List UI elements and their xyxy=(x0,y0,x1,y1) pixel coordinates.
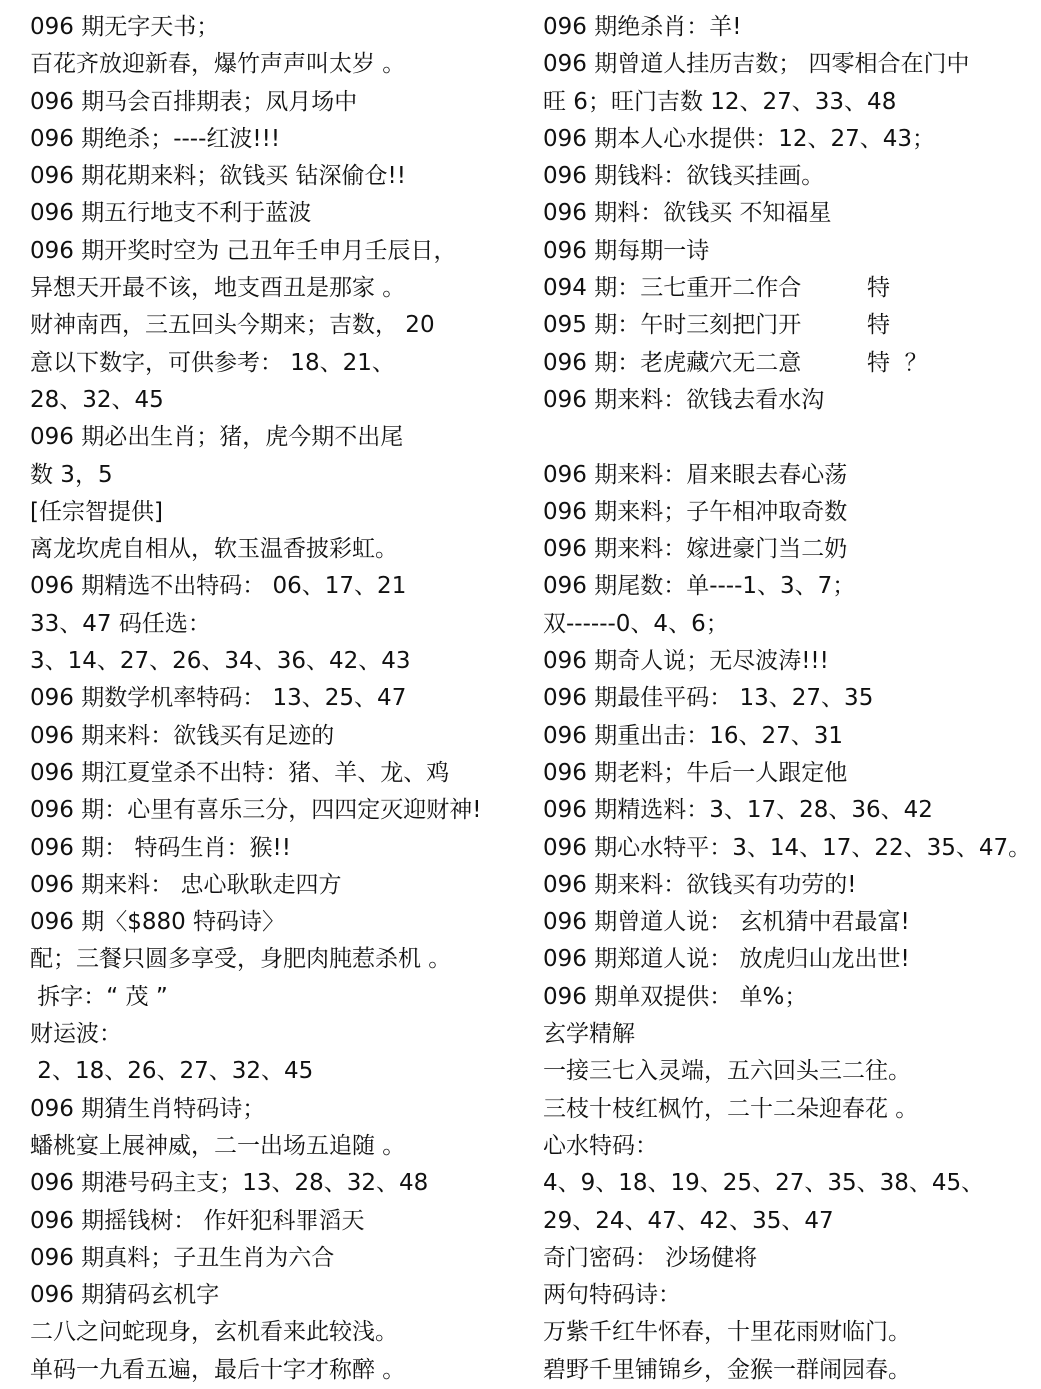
text-line: 096 期精选不出特码： 06、17、21 xyxy=(30,573,407,600)
text-line: 096 期开奖时空为 己丑年壬申月壬辰日， xyxy=(30,237,457,264)
text-line: 096 期猜生肖特码诗； xyxy=(30,1095,266,1122)
text-line: 096 期港号码主支；13、28、32、48 xyxy=(30,1170,429,1197)
text-line: 096 期〈$880 特码诗〉 xyxy=(30,909,286,936)
text-line: 094 期：三七重开二作合 特 xyxy=(543,275,891,302)
text-line: 离龙坎虎自相从，软玉温香披彩虹。 xyxy=(30,536,398,563)
text-line: 096 期郑道人说： 放虎归山龙出世! xyxy=(543,946,910,973)
text-line: 双------0、4、6； xyxy=(543,610,729,637)
text-line: 096 期无字天书； xyxy=(30,14,220,40)
blank-line xyxy=(543,419,1038,456)
text-line: 异想天开最不该，地支酉丑是那家 。 xyxy=(30,275,406,302)
text-line: 096 期真料；子丑生肖为六合 xyxy=(30,1244,335,1271)
text-line: 096 期来料： 忠心耿耿走四方 xyxy=(30,871,342,898)
text-line: 碧野千里铺锦乡，金猴一群闹园春。 xyxy=(543,1356,911,1383)
text-line: 096 期料：欲钱买 不知福星 xyxy=(543,200,832,227)
text-line: 096 期单双提供： 单%； xyxy=(543,983,808,1010)
text-line: 096 期精选料：3、17、28、36、42 xyxy=(543,797,933,824)
text-line: [任宗智提供] xyxy=(30,498,163,525)
text-line: 29、24、47、42、35、47 xyxy=(543,1207,834,1234)
text-line: 096 期五行地支不利于蓝波 xyxy=(30,200,312,227)
text-line: 财运波： xyxy=(30,1021,122,1048)
text-line: 三枝十枝红枫竹，二十二朵迎春花 。 xyxy=(543,1095,919,1122)
text-line: 096 期老料；牛后一人跟定他 xyxy=(543,759,848,786)
text-line: 096 期曾道人挂历吉数； 四零相合在门中 xyxy=(543,51,970,78)
text-line: 096 期来料：嫁进豪门当二奶 xyxy=(543,536,848,563)
text-line: 096 期数学机率特码： 13、25、47 xyxy=(30,685,407,712)
text-line: 3、14、27、26、34、36、42、43 xyxy=(30,648,411,675)
text-line: 万紫千红牛怀春，十里花雨财临门。 xyxy=(543,1319,911,1346)
text-line: 数 3，5 xyxy=(30,461,113,488)
left-column xyxy=(30,9,530,1389)
text-line: 28、32、45 xyxy=(30,386,164,413)
text-line: 096 期：心里有喜乐三分，四四定灭迎财神! xyxy=(30,797,482,824)
text-line: 096 期尾数：单----1、3、7； xyxy=(543,573,856,600)
text-line: 拆字：“ 茂 ” xyxy=(30,983,168,1010)
text-line: 单码一九看五遍，最后十字才称醉 。 xyxy=(30,1356,406,1383)
text-line: 096 期每期一诗 xyxy=(543,237,710,264)
text-line: 心水特码： xyxy=(543,1132,658,1159)
text-line: 096 期重出击：16、27、31 xyxy=(543,722,844,749)
text-line: 玄学精解 xyxy=(543,1021,635,1048)
text-line: 096 期必出生肖；猪，虎今期不出尾 xyxy=(30,424,404,451)
right-column xyxy=(543,9,1038,1389)
text-line: 096 期曾道人说： 玄机猜中君最富! xyxy=(543,909,910,936)
text-line: 096 期江夏堂杀不出特：猪、羊、龙、鸡 xyxy=(30,759,450,786)
text-line: 33、47 码任选： xyxy=(30,610,211,637)
text-line: 百花齐放迎新春，爆竹声声叫太岁 。 xyxy=(30,51,406,78)
text-line: 096 期绝杀；----红波!!! xyxy=(30,125,281,152)
text-line: 096 期心水特平：3、14、17、22、35、47。 xyxy=(543,834,1032,861)
text-line: 096 期钱料：欲钱买挂画。 xyxy=(543,163,825,190)
text-line: 一接三七入灵端，五六回头三二往。 xyxy=(543,1058,911,1085)
text-line: 蟠桃宴上展神威，二一出场五追随 。 xyxy=(30,1132,406,1159)
text-line: 2、18、26、27、32、45 xyxy=(30,1058,314,1085)
text-line: 096 期马会百排期表；凤月场中 xyxy=(30,88,358,115)
text-line: 配；三餐只圆多享受，身肥肉肫惹杀机 。 xyxy=(30,946,452,973)
text-line: 096 期来料：眉来眼去春心荡 xyxy=(543,461,848,488)
text-line: 096 期摇钱树： 作奸犯科罪滔天 xyxy=(30,1207,365,1234)
text-line: 096 期绝杀肖：羊! xyxy=(543,14,742,40)
text-line: 096 期本人心水提供：12、27、43； xyxy=(543,125,936,152)
text-line: 096 期： 特码生肖：猴!! xyxy=(30,834,291,861)
text-line: 096 期奇人说；无尽波涛!!! xyxy=(543,648,829,675)
text-line: 096 期花期来料；欲钱买 钻深偷仓!! xyxy=(30,163,406,190)
text-line: 意以下数字，可供参考： 18、21、 xyxy=(30,349,395,376)
text-line: 二八之问蛇现身，玄机看来此较浅。 xyxy=(30,1319,398,1346)
text-line: 096 期最佳平码： 13、27、35 xyxy=(543,685,874,712)
text-line: 096 期来料：欲钱去看水沟 xyxy=(543,386,825,413)
text-line: 096 期来料；子午相冲取奇数 xyxy=(543,498,848,525)
text-line: 096 期：老虎藏穴无二意 特 ？ xyxy=(543,349,928,376)
text-line: 096 期来料：欲钱买有足迹的 xyxy=(30,722,335,749)
text-line: 096 期猜码玄机字 xyxy=(30,1282,220,1309)
text-line: 4、9、18、19、25、27、35、38、45、 xyxy=(543,1170,985,1197)
text-line: 095 期：午时三刻把门开 特 xyxy=(543,312,891,339)
text-line: 旺 6；旺门吉数 12、27、33、48 xyxy=(543,88,897,115)
text-line: 财神南西，三五回头今期来；吉数， 20 xyxy=(30,312,435,339)
text-line: 两句特码诗： xyxy=(543,1282,681,1309)
text-line: 096 期来料：欲钱买有功劳的! xyxy=(543,871,857,898)
text-line: 奇门密码： 沙场健将 xyxy=(543,1244,758,1271)
